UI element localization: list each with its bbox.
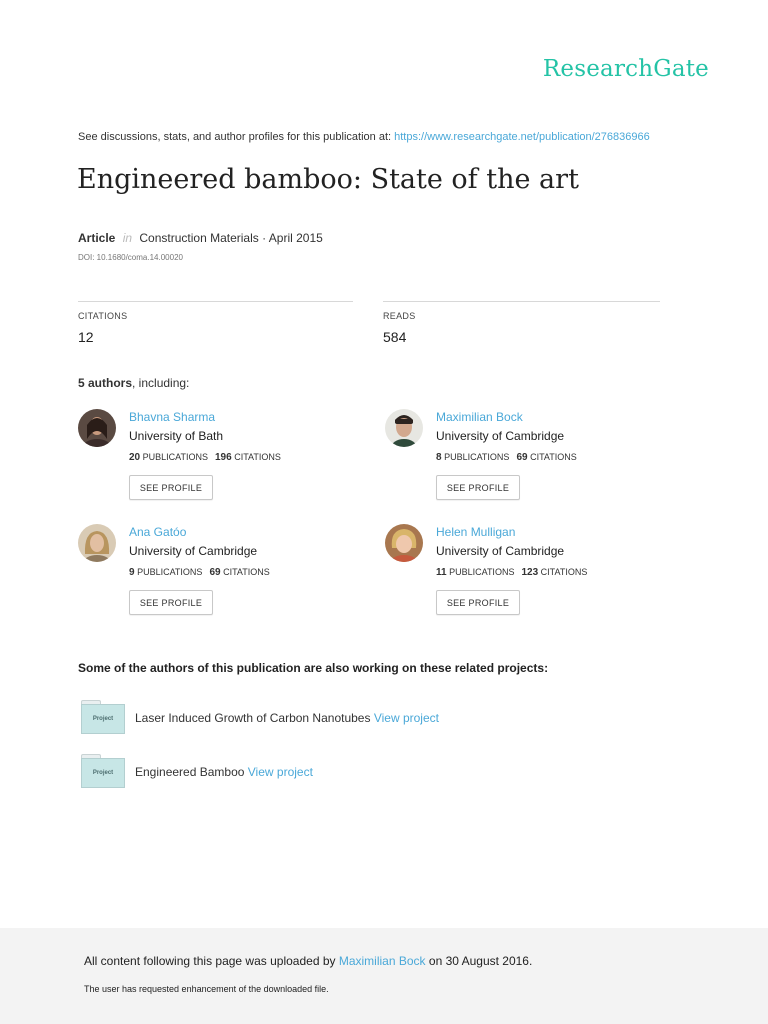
author-institution: University of Cambridge [436,429,565,443]
citations-label: CITATIONS [223,567,270,577]
discussion-line [78,131,650,143]
footer [0,928,768,1024]
project-title: Engineered Bamboo [135,765,245,779]
enhancement-note: The user has requested enhancement of the downloaded file. [84,984,329,994]
project-text [135,765,313,779]
project-text [135,711,439,725]
citations-stat [78,301,353,345]
project-item [81,754,581,788]
citations-label: CITATIONS [530,452,577,462]
view-project-link[interactable]: View project [373,711,439,725]
author-stats [129,452,281,463]
citations-count: 69 [209,567,221,578]
citations-label: CITATIONS [540,567,588,577]
reads-stat [383,301,660,345]
citations-label: CITATIONS [78,311,128,321]
see-profile-button[interactable]: SEE PROFILE [129,590,213,615]
publication-meta [78,231,323,245]
author-card [78,409,378,519]
upload-prefix: All content following this page was uploaded by [84,954,336,968]
author-institution: University of Bath [129,429,224,443]
publications-count: 20 [129,452,141,463]
citations-count: 196 [215,452,232,463]
authors-count: 5 authors [78,376,133,390]
reads-label: READS [383,311,416,321]
publications-label: PUBLICATIONS [449,567,515,577]
see-profile-button[interactable]: SEE PROFILE [129,475,213,500]
publications-count: 8 [436,452,442,463]
citations-label: CITATIONS [234,452,281,462]
authors-suffix: , including: [132,376,190,390]
authors-header [78,376,189,390]
author-avatar[interactable] [385,409,423,447]
project-title: Laser Induced Growth of Carbon Nanotubes [135,711,371,725]
project-folder-icon[interactable] [81,700,125,734]
author-card [385,409,685,519]
author-avatar[interactable] [78,524,116,562]
project-folder-icon[interactable] [81,754,125,788]
project-icon-label: Project [81,758,125,788]
author-stats [129,567,270,578]
researchgate-logo[interactable]: ResearchGate [542,56,709,82]
see-profile-button[interactable]: SEE PROFILE [436,475,520,500]
publications-label: PUBLICATIONS [137,567,203,577]
author-name[interactable]: Helen Mulligan [436,525,516,539]
citations-value: 12 [78,329,94,345]
author-stats [436,452,577,463]
publications-count: 11 [436,567,447,578]
view-project-link[interactable]: View project [247,765,313,779]
publications-count: 9 [129,567,135,578]
project-item [81,700,581,734]
uploader-link[interactable]: Maximilian Bock [338,954,426,968]
upload-info [84,954,532,968]
author-institution: University of Cambridge [436,544,565,558]
reads-value: 584 [383,329,407,345]
author-card [78,524,378,634]
citations-count: 69 [516,452,528,463]
publication-venue: Construction Materials · April 2015 [139,231,323,245]
author-name[interactable]: Bhavna Sharma [129,410,216,424]
related-projects-header: Some of the authors of this publication are also working on these related projects: [78,661,549,675]
author-card [385,524,685,634]
publication-type: Article [78,231,116,245]
upload-suffix: on 30 August 2016. [428,954,533,968]
citations-count: 123 [521,567,539,578]
publication-doi: DOI: 10.1680/coma.14.00020 [78,253,183,262]
author-avatar[interactable] [78,409,116,447]
publication-url-link[interactable]: https://www.researchgate.net/publication/276836966 [394,131,650,143]
discussion-prefix: See discussions, stats, and author profiles for this publication at: [78,131,392,143]
project-icon-label: Project [81,704,125,734]
see-profile-button[interactable]: SEE PROFILE [436,590,520,615]
in-word: in [122,231,133,245]
publications-label: PUBLICATIONS [444,452,510,462]
publications-label: PUBLICATIONS [142,452,208,462]
author-name[interactable]: Ana Gatóo [129,525,187,539]
author-stats [436,567,587,578]
publication-title: Engineered bamboo: State of the art [77,164,579,195]
author-avatar[interactable] [385,524,423,562]
author-name[interactable]: Maximilian Bock [436,410,523,424]
author-institution: University of Cambridge [129,544,258,558]
